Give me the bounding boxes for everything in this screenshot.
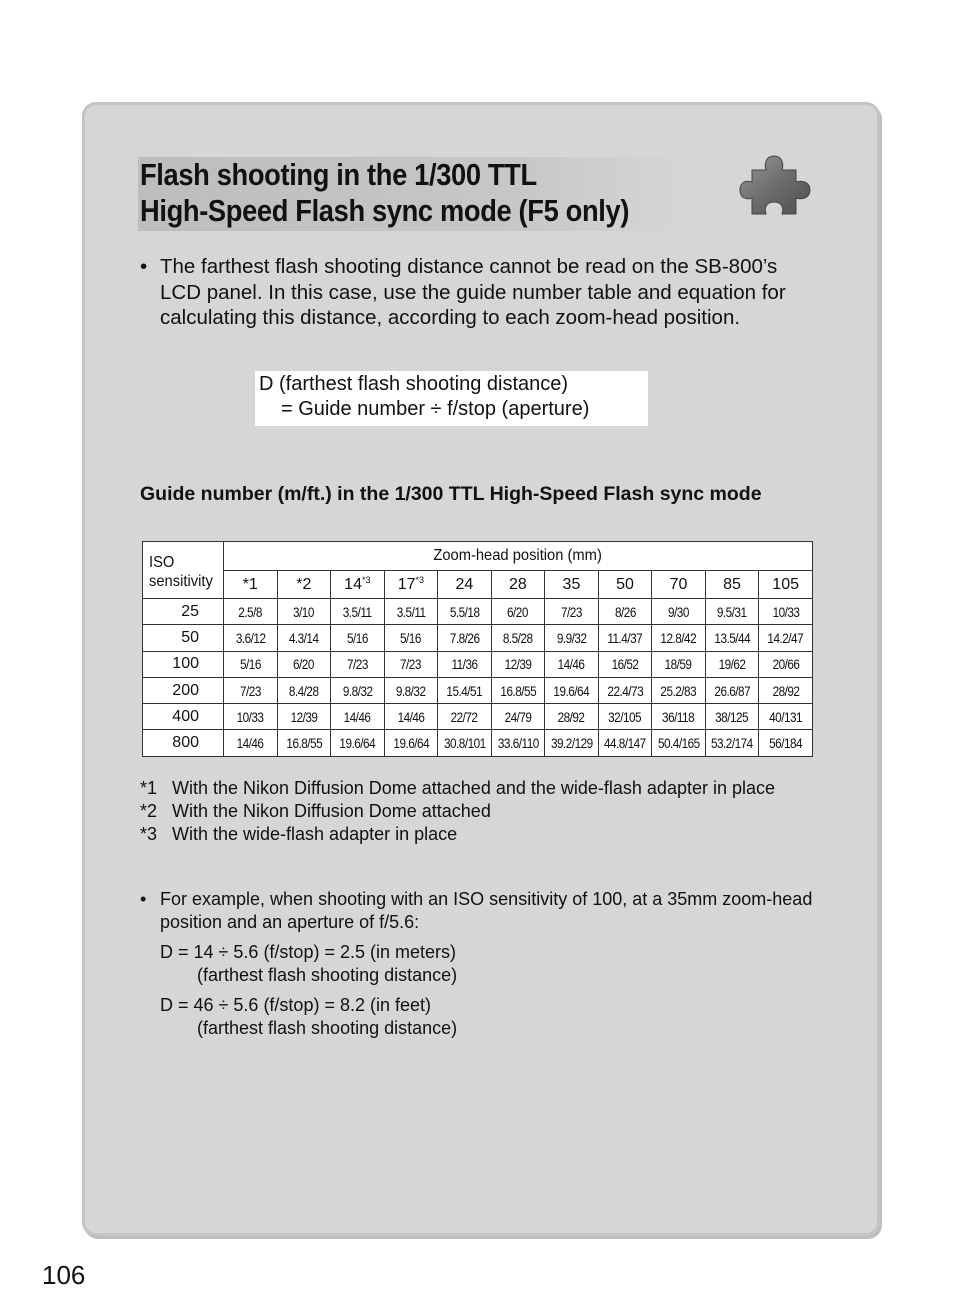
- guide-number-value: 28/92: [557, 708, 585, 725]
- guide-number-cell: [759, 677, 813, 703]
- guide-number-value: 10/33: [772, 603, 800, 620]
- guide-number-cell: [438, 625, 492, 651]
- guide-number-value: 19.6/64: [339, 735, 376, 752]
- table-caption: Guide number (m/ft.) in the 1/300 TTL High-Speed Flash sync mode: [140, 483, 762, 505]
- guide-number-cell: [759, 599, 813, 625]
- guide-number-cell: [545, 704, 599, 730]
- guide-number-value: 13.5/44: [714, 629, 750, 646]
- guide-number-cell: [384, 730, 438, 756]
- column-label: 17: [397, 576, 416, 593]
- guide-number-cell: [491, 625, 545, 651]
- guide-number-cell: [598, 704, 652, 730]
- guide-number-cell: [652, 730, 706, 756]
- guide-number-cell: [759, 730, 813, 756]
- formula-line-2: = Guide number ÷ f/stop (aperture): [281, 398, 590, 420]
- column-header: [331, 571, 385, 599]
- guide-number-cell: [545, 730, 599, 756]
- guide-number-cell: [545, 677, 599, 703]
- guide-number-cell: [331, 599, 385, 625]
- column-header: [277, 571, 331, 599]
- guide-number-cell: [545, 651, 599, 677]
- guide-number-cell: [224, 704, 278, 730]
- column-header: [759, 571, 813, 599]
- guide-number-cell: [438, 599, 492, 625]
- guide-number-cell: [384, 651, 438, 677]
- guide-number-value: 53.2/174: [711, 735, 753, 752]
- guide-number-value: 39.2/129: [550, 735, 593, 752]
- calc-main: D = 14 ÷ 5.6 (f/stop) = 2.5 (in meters): [160, 942, 456, 962]
- guide-number-cell: [384, 677, 438, 703]
- guide-number-cell: [705, 599, 759, 625]
- zoom-header-cell: [224, 542, 813, 571]
- guide-number-cell: [277, 730, 331, 756]
- column-header: [705, 571, 759, 599]
- guide-number-value: 30.8/101: [443, 735, 486, 752]
- guide-number-value: 5/16: [346, 629, 368, 646]
- footnote-1: [140, 777, 820, 800]
- column-header-row: [143, 571, 813, 599]
- guide-number-cell: [759, 651, 813, 677]
- column-label: 105: [772, 575, 799, 593]
- column-label: 50: [616, 575, 634, 593]
- puzzle-piece-icon: [738, 148, 812, 222]
- guide-number-value: 14/46: [397, 708, 425, 725]
- guide-number-cell: [705, 704, 759, 730]
- footnote-text: With the Nikon Diffusion Dome attached and the wide-flash adapter in place: [172, 778, 776, 798]
- guide-number-cell: [277, 651, 331, 677]
- guide-number-value: 9.5/31: [717, 603, 747, 620]
- guide-number-cell: [224, 599, 278, 625]
- guide-number-value: 8/26: [614, 603, 636, 620]
- footnotes: [140, 777, 820, 846]
- footnote-mark: *1: [140, 778, 158, 798]
- guide-number-value: 22.4/73: [607, 682, 643, 699]
- guide-number-value: 20/66: [772, 656, 800, 673]
- guide-number-cell: [224, 625, 278, 651]
- footnote-3: [140, 823, 820, 846]
- column-header: [438, 571, 492, 599]
- guide-number-value: 12/39: [504, 656, 532, 673]
- guide-number-value: 9.9/32: [556, 629, 587, 646]
- column-label: 35: [562, 575, 581, 593]
- guide-number-value: 11.4/37: [607, 629, 643, 646]
- guide-number-value: 18/59: [665, 656, 692, 673]
- column-superscript: *3: [415, 575, 425, 585]
- guide-number-cell: [438, 704, 492, 730]
- guide-number-cell: [598, 599, 652, 625]
- guide-number-value: 3.5/11: [342, 603, 372, 620]
- guide-number-cell: [491, 704, 545, 730]
- table-row: [143, 625, 813, 651]
- guide-number-value: 8.5/28: [503, 629, 533, 646]
- footnote-mark: *2: [140, 801, 158, 821]
- intro-paragraph: [140, 254, 820, 331]
- guide-number-value: 56/184: [769, 735, 803, 752]
- guide-number-cell: [331, 704, 385, 730]
- table-row: [143, 730, 813, 756]
- bullet: •: [140, 255, 148, 278]
- guide-number-cell: [652, 704, 706, 730]
- table-row: [143, 651, 813, 677]
- guide-number-value: 22/72: [450, 708, 478, 725]
- guide-number-value: 9.8/32: [396, 682, 426, 699]
- guide-number-value: 5/16: [239, 656, 261, 673]
- calc-sub: (farthest flash shooting distance): [197, 965, 458, 985]
- guide-number-cell: [598, 730, 652, 756]
- guide-number-value: 50.4/165: [657, 735, 700, 752]
- guide-number-cell: [652, 599, 706, 625]
- guide-number-cell: [277, 677, 331, 703]
- guide-number-value: 3.5/11: [396, 603, 426, 620]
- guide-number-value: 14.2/47: [767, 629, 804, 646]
- iso-value: 800: [143, 730, 224, 756]
- guide-number-value: 5.5/18: [449, 603, 480, 620]
- column-header: [652, 571, 706, 599]
- guide-number-value: 7.8/26: [449, 629, 480, 646]
- guide-number-cell: [277, 704, 331, 730]
- guide-number-cell: [331, 625, 385, 651]
- column-header: [224, 571, 278, 599]
- guide-number-value: 7/23: [561, 603, 582, 620]
- guide-number-cell: [652, 651, 706, 677]
- column-header: [598, 571, 652, 599]
- guide-number-value: 9.8/32: [342, 682, 373, 699]
- footnote-mark: *3: [140, 824, 158, 844]
- guide-number-value: 16.8/55: [285, 735, 322, 752]
- guide-number-value: 6/20: [507, 603, 529, 620]
- guide-number-value: 4.3/14: [288, 629, 319, 646]
- guide-number-value: 5/16: [400, 629, 422, 646]
- guide-number-cell: [705, 730, 759, 756]
- guide-number-value: 24/79: [504, 708, 532, 725]
- column-label: *1: [242, 575, 258, 593]
- guide-number-cell: [705, 651, 759, 677]
- formula-box: [255, 371, 648, 426]
- guide-number-value: 40/131: [769, 708, 803, 725]
- guide-number-value: 3/10: [293, 603, 315, 620]
- calc-main: D = 46 ÷ 5.6 (f/stop) = 8.2 (in feet): [160, 995, 432, 1015]
- guide-number-value: 25.2/83: [660, 682, 697, 699]
- guide-number-cell: [598, 625, 652, 651]
- guide-number-value: 8.4/28: [288, 682, 319, 699]
- guide-number-cell: [438, 730, 492, 756]
- guide-number-cell: [224, 730, 278, 756]
- guide-number-value: 7/23: [400, 656, 422, 673]
- footnote-text: With the wide-flash adapter in place: [172, 824, 458, 844]
- title-line-2: High-Speed Flash sync mode (F5 only): [140, 193, 630, 228]
- guide-number-cell: [491, 599, 545, 625]
- guide-number-cell: [384, 625, 438, 651]
- guide-number-cell: [438, 677, 492, 703]
- zoom-header: Zoom-head position (mm): [433, 547, 603, 564]
- table-header-row: [143, 542, 813, 571]
- guide-number-cell: [438, 651, 492, 677]
- column-label: 85: [723, 575, 741, 593]
- guide-number-cell: [598, 651, 652, 677]
- page-number: 106: [42, 1260, 86, 1290]
- column-label: 70: [669, 575, 688, 593]
- intro-text: The farthest flash shooting distance cannot be read on the SB-800’s LCD panel. In this case, use the guide number table and equation for calculating this distance, according to each zoom-head position.: [160, 255, 786, 329]
- column-label: 14: [344, 576, 362, 593]
- guide-number-cell: [491, 651, 545, 677]
- table-row: [143, 704, 813, 730]
- title-line-1: Flash shooting in the 1/300 TTL: [140, 157, 537, 192]
- guide-number-value: 6/20: [293, 656, 315, 673]
- iso-header: ISO sensitivity: [149, 554, 213, 590]
- guide-number-value: 16.8/55: [500, 682, 536, 699]
- guide-number-value: 44.8/147: [604, 735, 646, 752]
- guide-number-cell: [545, 599, 599, 625]
- example-paragraph: [140, 888, 820, 934]
- guide-number-cell: [277, 599, 331, 625]
- guide-number-value: 28/92: [772, 682, 800, 699]
- guide-number-value: 9/30: [668, 603, 689, 620]
- column-header: [545, 571, 599, 599]
- guide-number-value: 19.6/64: [553, 682, 590, 699]
- guide-number-value: 19.6/64: [392, 735, 429, 752]
- column-superscript: *3: [361, 575, 371, 585]
- guide-number-cell: [384, 599, 438, 625]
- guide-number-value: 19/62: [718, 656, 746, 673]
- column-label: 24: [455, 575, 474, 593]
- guide-number-value: 14/46: [236, 735, 264, 752]
- guide-number-cell: [331, 651, 385, 677]
- table-row: [143, 677, 813, 703]
- column-label: 28: [509, 575, 527, 593]
- guide-number-value: 26.6/87: [714, 682, 750, 699]
- footnote-text: With the Nikon Diffusion Dome attached: [172, 801, 491, 821]
- guide-number-value: 2.5/8: [238, 603, 263, 620]
- guide-number-value: 10/33: [236, 708, 264, 725]
- guide-number-cell: [331, 677, 385, 703]
- guide-number-cell: [384, 704, 438, 730]
- guide-number-cell: [759, 625, 813, 651]
- guide-number-cell: [652, 625, 706, 651]
- guide-number-cell: [277, 625, 331, 651]
- guide-number-cell: [705, 625, 759, 651]
- guide-number-value: 14/46: [343, 708, 371, 725]
- calc-sub: (farthest flash shooting distance): [197, 1018, 458, 1038]
- column-label: *2: [296, 575, 312, 593]
- footnote-2: [140, 800, 820, 823]
- guide-number-cell: [652, 677, 706, 703]
- guide-number-cell: [759, 704, 813, 730]
- guide-number-value: 7/23: [239, 682, 261, 699]
- guide-number-cell: [331, 730, 385, 756]
- page-title: [140, 157, 629, 229]
- guide-number-value: 12/39: [290, 708, 318, 725]
- guide-number-value: 33.6/110: [497, 735, 539, 752]
- guide-number-cell: [224, 677, 278, 703]
- calculation-meters: [160, 941, 457, 987]
- guide-number-value: 14/46: [557, 656, 585, 673]
- iso-value: 25: [143, 599, 224, 625]
- guide-number-table: [142, 541, 813, 757]
- guide-number-cell: [598, 677, 652, 703]
- guide-number-cell: [224, 651, 278, 677]
- guide-number-value: 38/125: [715, 708, 749, 725]
- guide-number-value: 11/36: [451, 656, 478, 673]
- column-header: [491, 571, 545, 599]
- guide-number-cell: [491, 677, 545, 703]
- example-text: For example, when shooting with an ISO sensitivity of 100, at a 35mm zoom-head position and an aperture of f/5.6:: [160, 889, 813, 932]
- guide-number-value: 12.8/42: [660, 629, 697, 646]
- iso-value: 400: [143, 704, 224, 730]
- iso-value: 200: [143, 677, 224, 703]
- formula-line-1: D (farthest flash shooting distance): [259, 373, 569, 395]
- guide-number-cell: [545, 625, 599, 651]
- iso-value: 100: [143, 651, 224, 677]
- table-row: [143, 599, 813, 625]
- bullet: •: [140, 889, 147, 909]
- column-header: [384, 571, 438, 599]
- iso-value: 50: [143, 625, 224, 651]
- guide-number-value: 15.4/51: [446, 682, 483, 699]
- guide-number-cell: [705, 677, 759, 703]
- guide-number-value: 32/105: [608, 708, 642, 725]
- calculation-feet: [160, 994, 457, 1040]
- guide-number-value: 3.6/12: [235, 629, 266, 646]
- guide-number-value: 16/52: [611, 656, 639, 673]
- iso-header-cell: [143, 542, 224, 599]
- guide-number-cell: [491, 730, 545, 756]
- guide-number-value: 36/118: [662, 708, 695, 725]
- guide-number-value: 7/23: [346, 656, 368, 673]
